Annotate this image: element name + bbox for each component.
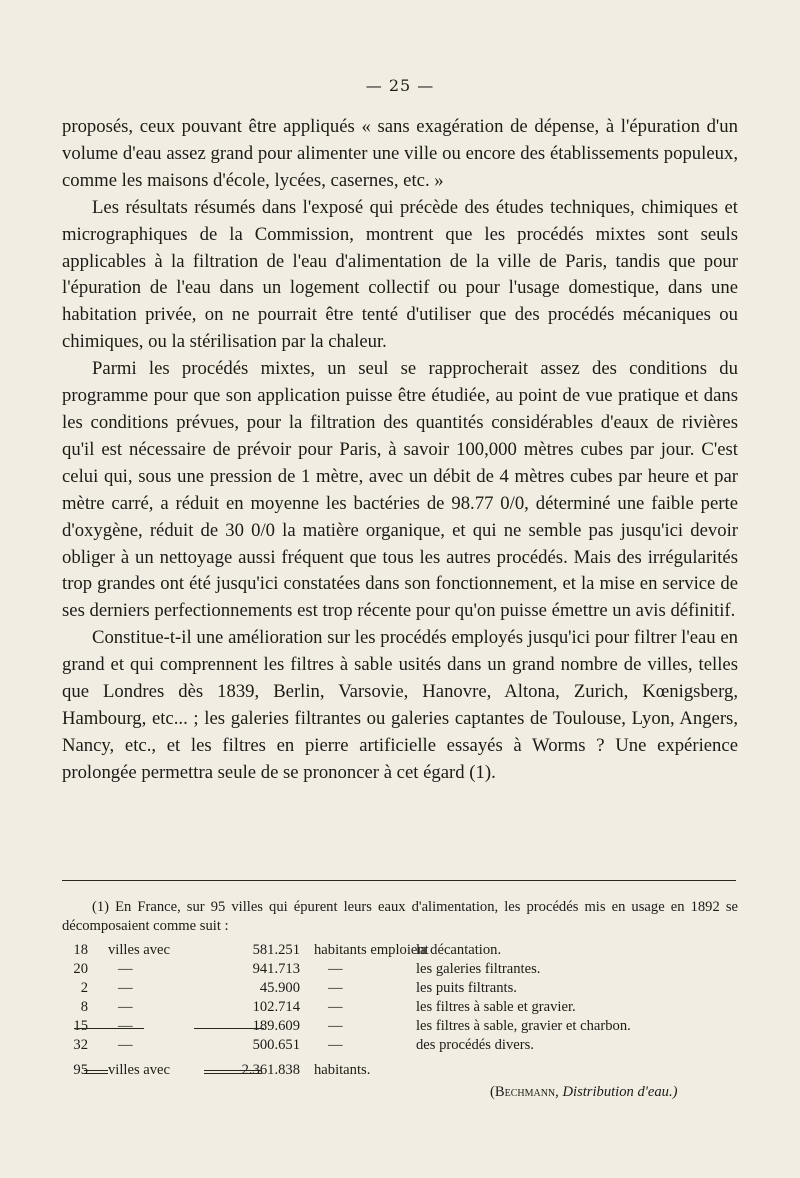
cell-label: —: [118, 1018, 133, 1034]
cell-emploient: —: [328, 980, 343, 996]
table-row: [62, 960, 738, 979]
cell-label: —: [118, 999, 133, 1015]
cell-villes: 20: [73, 961, 88, 977]
paragraph-4: Constitue-t-il une amélioration sur les procédés employés jusqu'ici pour filtrer l'eau en grand et qui comprennent les filtres à sable usités dans un grand nombre de villes, telles que Londres dès 1839, Berlin, Varsovie, Hanovre, Altona, Zurich, Kœnigsberg, Hambourg, etc... ; les galeries filtrantes ou galeries captantes de Toulouse, Lyon, Angers, Nancy, etc., et les filtres en pierre artificielle essayés à Worms ? Une expérience prolongée permettra seule de se prononcer à cet égard (1).: [62, 627, 738, 783]
cell-procede: les filtres à sable et gravier.: [416, 999, 576, 1015]
total-suffix: habitants.: [314, 1062, 371, 1078]
cell-emploient: —: [328, 1018, 343, 1034]
footnote-table: [62, 941, 738, 1083]
body-text: [62, 114, 738, 787]
cell-habitants: 941.713: [252, 961, 300, 977]
cell-habitants: 189.609: [252, 1018, 300, 1034]
double-rule-villes: [84, 1070, 108, 1074]
cell-procede: les filtres à sable, gravier et charbon.: [416, 1018, 631, 1034]
table-row: [62, 998, 738, 1017]
total-label: villes avec: [108, 1062, 170, 1078]
page-number: — 25 —: [365, 76, 435, 95]
double-rule-habitants: [204, 1070, 262, 1074]
cell-habitants: 102.714: [252, 999, 300, 1015]
footnote-source: [490, 1084, 677, 1101]
sum-rule-villes: [74, 1028, 144, 1029]
footnote-separator: [62, 880, 736, 881]
cell-habitants: 500.651: [252, 1037, 300, 1053]
table-row: [62, 941, 738, 960]
paragraph-3: Parmi les procédés mixtes, un seul se rapprocherait assez des conditions du programme pour que son application puisse être étudiée, au point de vue pratique et dans les conditions prévues, pour la filtration des quantités considérables d'eaux de rivières qu'il est nécessaire de prévoir pour Paris, à savoir 100,000 mètres cubes par jour. C'est celui qui, sous une pression de 1 mètre, avec un débit de 4 mètres cubes par heure et par mètre carré, a réduit en moyenne les bactéries de 98.77 0/0, déterminé une faible perte d'oxygène, réduit de 30 0/0 la matière organique, et qui ne semble pas jusqu'ici devoir obliger à un nettoyage aussi fréquent que tous les autres procédés. Mais des irrégularités trop grandes ont été jusqu'ici constatées dans son fonctionnement, et la mise en service de ses derniers perfectionnements est trop récente pour qu'on puisse émettre un avis définitif.: [62, 358, 738, 622]
table-row: [62, 979, 738, 998]
footnote-intro: (1) En France, sur 95 villes qui épurent leurs eaux d'alimentation, les procédés mis en usage en 1892 se décomposaient comme suit :: [62, 899, 738, 934]
cell-procede: des procédés divers.: [416, 1037, 534, 1053]
cell-emploient: —: [328, 999, 343, 1015]
cell-villes: 15: [73, 1018, 88, 1034]
cell-label: —: [118, 961, 133, 977]
paragraph-1: proposés, ceux pouvant être appliqués « sans exagération de dépense, à l'épuration d'un volume d'eau assez grand pour alimenter une ville ou encore des établissements populeux, comme les maisons d'école, lycées, casernes, etc. »: [62, 116, 738, 191]
cell-emploient: habitants emploient: [314, 942, 429, 958]
cell-label: villes avec: [108, 942, 170, 958]
sum-rule-habitants: [194, 1028, 264, 1029]
cell-procede: les galeries filtrantes.: [416, 961, 541, 977]
table-row: [62, 1036, 738, 1055]
cell-habitants: 45.900: [259, 980, 300, 996]
footnote: [62, 898, 738, 936]
source-work: Distribution d'eau.): [562, 1084, 678, 1100]
cell-procede: la décantation.: [416, 942, 502, 958]
total-villes: 95: [73, 1062, 88, 1078]
cell-procede: les puits filtrants.: [416, 980, 517, 996]
cell-villes: 2: [80, 980, 88, 996]
table-total-row: [62, 1061, 738, 1083]
cell-label: —: [118, 980, 133, 996]
cell-villes: 8: [80, 999, 88, 1015]
cell-villes: 18: [73, 942, 88, 958]
source-author: (Bechmann,: [490, 1084, 559, 1100]
cell-emploient: —: [328, 961, 343, 977]
cell-villes: 32: [73, 1037, 88, 1053]
cell-emploient: —: [328, 1037, 343, 1053]
cell-habitants: 581.251: [252, 942, 300, 958]
table-row: [62, 1017, 738, 1036]
total-habitants: 2.361.838: [241, 1062, 300, 1078]
cell-label: —: [118, 1037, 133, 1053]
paragraph-2: Les résultats résumés dans l'exposé qui précède des études techniques, chimiques et micrographiques de la Commission, montrent que les procédés mixtes sont seuls applicables à la filtration de l'eau d'alimentation de la ville de Paris, tandis que pour l'épuration de l'eau dans un logement collectif ou pour l'usage domestique, dans une habitation privée, on ne pourrait être tenté d'utiliser que des procédés mécaniques ou chimiques, ou la stérilisation par la chaleur.: [62, 196, 738, 353]
